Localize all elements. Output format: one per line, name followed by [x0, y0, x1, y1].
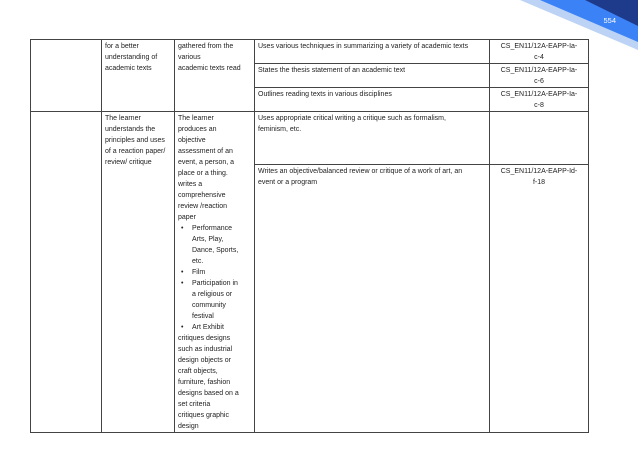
competency-cell: Uses appropriate critical writing a critique such as formalism, feminism, etc. — [255, 112, 490, 165]
competency-cell: States the thesis statement of an academic text — [255, 64, 490, 88]
code-cell — [490, 112, 589, 165]
table-row — [31, 40, 589, 64]
blank-cell — [31, 112, 102, 433]
content-standard-cell: The learner understands the principles and uses of a reaction paper/ review/ critique — [102, 112, 175, 433]
list-item: • Performance Arts, Play, Dance, Sports, etc. — [181, 225, 239, 265]
list-item: • Participation in a religious or community festival — [181, 280, 238, 320]
bullet-icon: • — [181, 225, 184, 232]
page-number: 554 — [603, 16, 616, 25]
code-cell: CS_EN11/12A-EAPP-Ia- c-4 — [490, 40, 589, 64]
curriculum-table — [30, 39, 589, 433]
code-cell: CS_EN11/12A-EAPP-Ia- c-8 — [490, 88, 589, 112]
bullet-icon: • — [181, 324, 184, 331]
bullet-icon: • — [181, 280, 184, 287]
table-row — [31, 112, 589, 165]
competency-cell: Uses various techniques in summarizing a variety of academic texts — [255, 40, 490, 64]
competency-cell: Writes an objective/balanced review or critique of a work of art, an event or a program — [255, 165, 490, 433]
performance-standard-cell: The learner produces an objective assessment of an event, a person, a place or a thing. writes a comprehensive review /reaction paper • Performance Arts, Play, Dance, Sports, etc. • Film • Participation in a religious or community festival • Art Exhibit critiques designs such as industrial design objects or craft objects, furniture, fashion designs based on a set criteria critiques graphic design — [175, 112, 255, 433]
content-standard-cell: for a better understanding of academic texts — [102, 40, 175, 112]
performance-standard-cell: gathered from the various academic texts read — [175, 40, 255, 112]
blank-cell — [31, 40, 102, 112]
list-item: • Art Exhibit — [181, 324, 224, 331]
bullet-icon: • — [181, 269, 184, 276]
code-cell: CS_EN11/12A-EAPP-Ia- c-6 — [490, 64, 589, 88]
code-cell: CS_EN11/12A-EAPP-Id- f-18 — [490, 165, 589, 433]
review-type-list — [178, 223, 251, 333]
list-item: • Film — [181, 269, 206, 276]
competency-cell: Outlines reading texts in various disciplines — [255, 88, 490, 112]
